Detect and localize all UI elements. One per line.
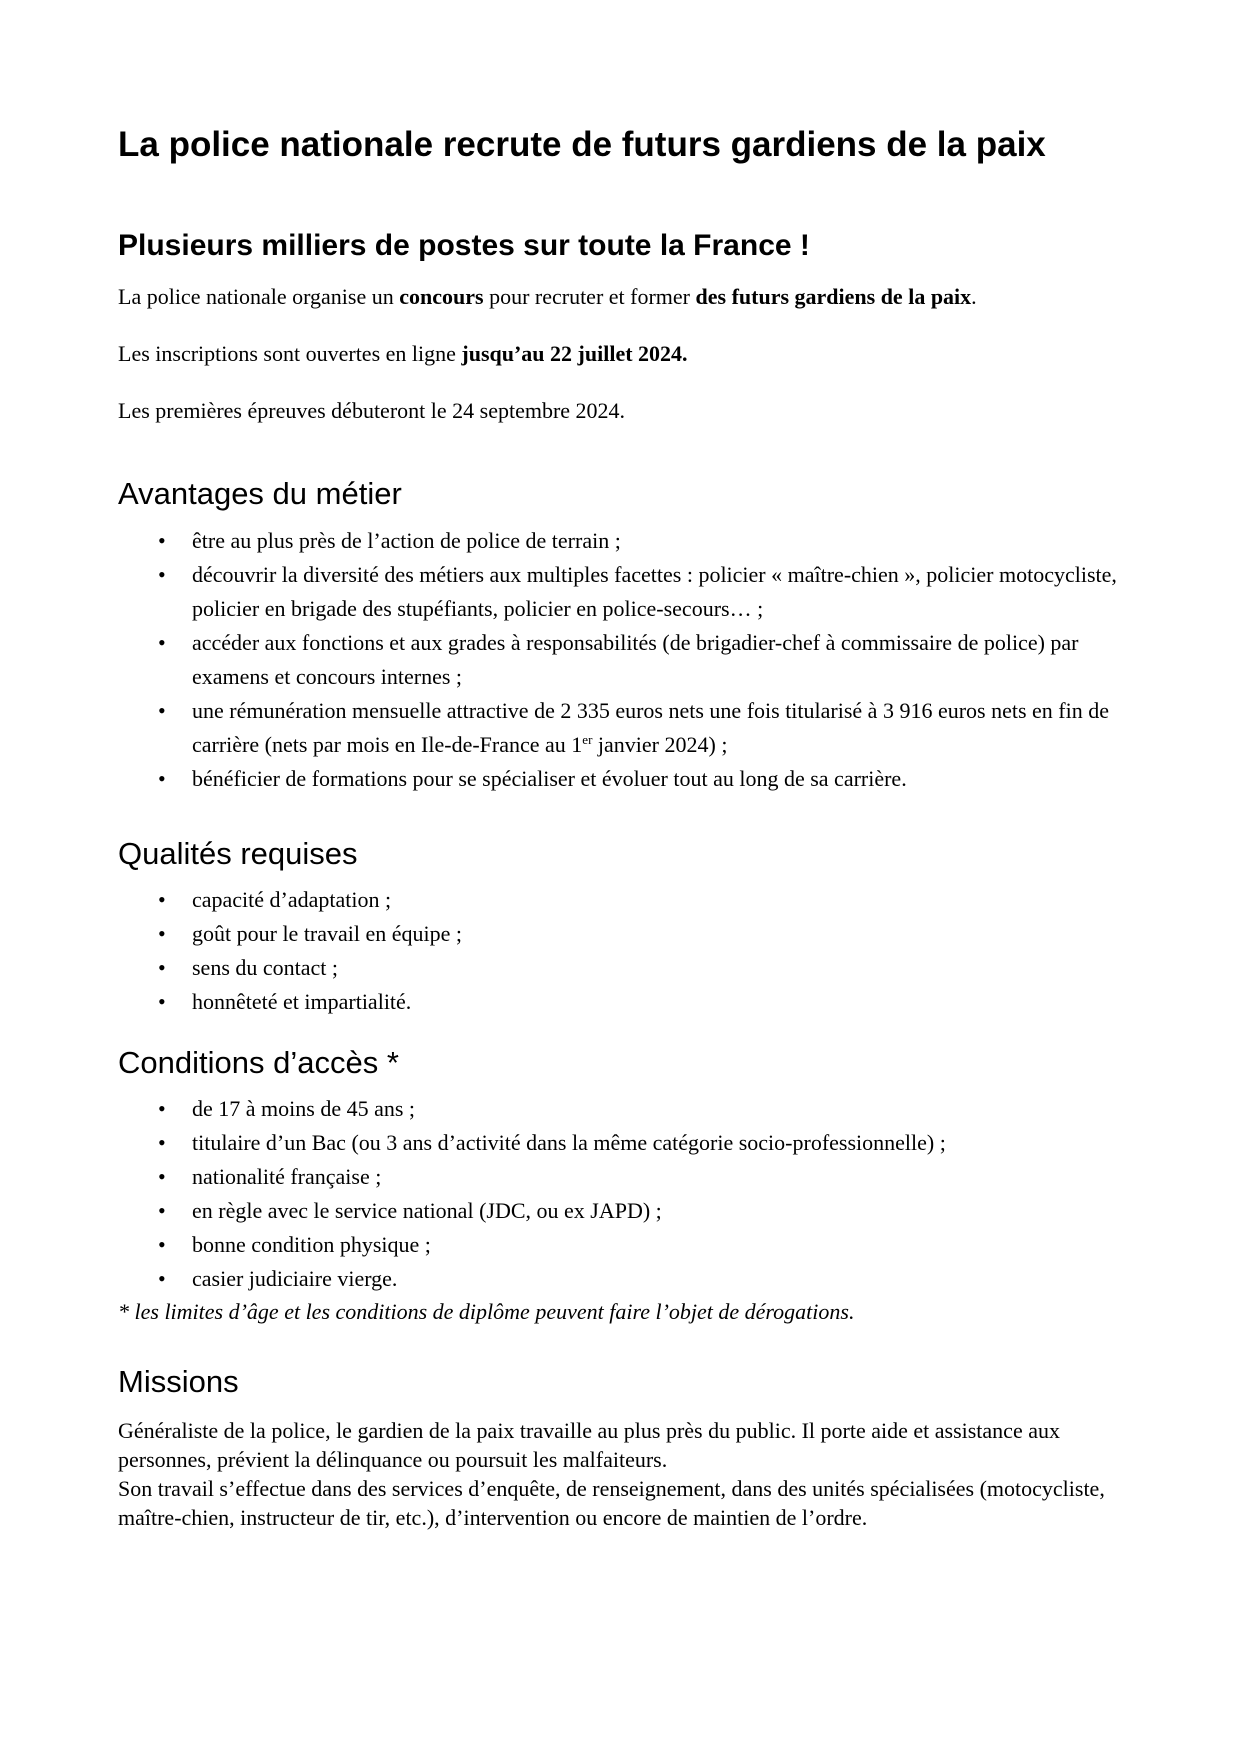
list-item: • bonne condition physique ;: [118, 1228, 1148, 1262]
bullet-icon: •: [158, 989, 166, 1014]
list-item: • de 17 à moins de 45 ans ;: [118, 1092, 1148, 1126]
section-heading-missions: Missions: [118, 1364, 239, 1399]
list-item: • bénéficier de formations pour se spécialiser et évoluer tout au long de sa carrière.: [118, 762, 1148, 796]
missions-text: [118, 1416, 1148, 1532]
section-heading-qualites: Qualités requises: [118, 836, 358, 871]
page-subtitle: Plusieurs milliers de postes sur toute la France !: [118, 229, 810, 262]
bullet-icon: •: [158, 1096, 166, 1121]
page-title: La police nationale recrute de futurs gardiens de la paix: [118, 125, 1046, 164]
section-heading-avantages: Avantages du métier: [118, 476, 402, 511]
conditions-list: [118, 1092, 1148, 1296]
bullet-icon: •: [158, 562, 166, 587]
bullet-icon: •: [158, 1130, 166, 1155]
section-heading-conditions: Conditions d’accès *: [118, 1045, 399, 1080]
list-item: • honnêteté et impartialité.: [118, 985, 1148, 1019]
list-item: • sens du contact ;: [118, 951, 1148, 985]
bullet-icon: •: [158, 698, 166, 723]
list-item: • capacité d’adaptation ;: [118, 883, 1148, 917]
list-item: • être au plus près de l’action de police de terrain ;: [118, 524, 1148, 558]
bullet-icon: •: [158, 1232, 166, 1257]
conditions-footnote: * les limites d’âge et les conditions de diplôme peuvent faire l’objet de dérogations.: [118, 1299, 855, 1324]
intro-paragraph-3: Les premières épreuves débuteront le 24 septembre 2024.: [118, 398, 626, 423]
list-item: • une rémunération mensuelle attractive de 2 335 euros nets une fois titularisé à 3 916 euros nets en fin de carrière (nets par mois en Ile-de-France au 1er janvier 2024) ;: [118, 694, 1148, 762]
list-item: • casier judiciaire vierge.: [118, 1262, 1148, 1296]
bullet-icon: •: [158, 766, 166, 791]
bullet-icon: •: [158, 955, 166, 980]
list-item: • en règle avec le service national (JDC, ou ex JAPD) ;: [118, 1194, 1148, 1228]
list-item: • goût pour le travail en équipe ;: [118, 917, 1148, 951]
bullet-icon: •: [158, 921, 166, 946]
bullet-icon: •: [158, 528, 166, 553]
list-item: • titulaire d’un Bac (ou 3 ans d’activité dans la même catégorie socio-professionnelle) ;: [118, 1126, 1148, 1160]
missions-paragraph-2: Son travail s’effectue dans des services d’enquête, de renseignement, dans des unités spécialisées (motocycliste, maître-chien, instructeur de tir, etc.), d’intervention ou encore de maintien de l’ordre.: [118, 1476, 1105, 1530]
list-item: • nationalité française ;: [118, 1160, 1148, 1194]
missions-paragraph-1: Généraliste de la police, le gardien de la paix travaille au plus près du public. Il porte aide et assistance aux personnes, prévient la délinquance ou poursuit les malfaiteurs.: [118, 1418, 1060, 1472]
bullet-icon: •: [158, 1164, 166, 1189]
bullet-icon: •: [158, 630, 166, 655]
bullet-icon: •: [158, 887, 166, 912]
bullet-icon: •: [158, 1266, 166, 1291]
list-item: • accéder aux fonctions et aux grades à responsabilités (de brigadier-chef à commissaire de police) par examens et concours internes ;: [118, 626, 1148, 694]
avantages-list: [118, 524, 1148, 796]
bullet-icon: •: [158, 1198, 166, 1223]
list-item: • découvrir la diversité des métiers aux multiples facettes : policier « maître-chien », policier motocycliste, policier en brigade des stupéfiants, policier en police-secours… ;: [118, 558, 1148, 626]
qualites-list: [118, 883, 1148, 1019]
intro-paragraph-1: La police nationale organise un concours pour recruter et former des futurs gardiens de la paix.: [118, 284, 977, 309]
intro-paragraph-2: Les inscriptions sont ouvertes en ligne jusqu’au 22 juillet 2024.: [118, 341, 688, 366]
